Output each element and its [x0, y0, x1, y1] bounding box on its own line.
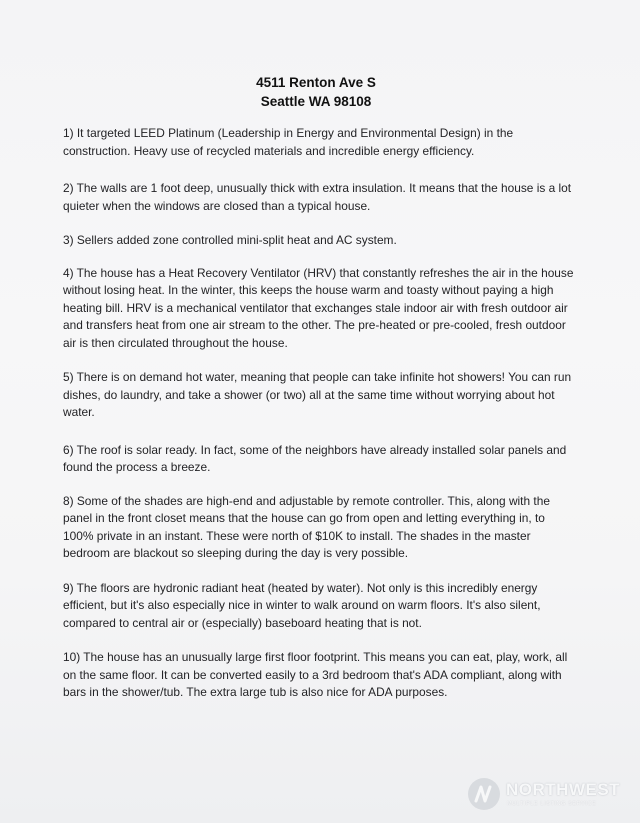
feature-list — [63, 125, 578, 722]
feature-item-9: 9) The floors are hydronic radiant heat (heated by water). Not only is this incredibly energy efficient, but it's also especially nice in winter to walk around on warm floors. It's also silent, compared to central air or (especially) baseboard heating that is not. — [63, 580, 541, 630]
feature-item-3: 3) Sellers added zone controlled mini-split heat and AC system. — [63, 233, 397, 247]
feature-item-5: 5) There is on demand hot water, meaning that people can take infinite hot showers! You can run dishes, do laundry, and take a shower (or two) all at the same time without worrying about hot water. — [63, 370, 572, 419]
nwmls-watermark — [466, 776, 636, 816]
feature-item-1: 1) It targeted LEED Platinum (Leadership in Energy and Environmental Design) in the construction. Heavy use of recycled materials and incredible energy efficiency. — [63, 126, 514, 158]
feature-item-4: 4) The house has a Heat Recovery Ventilator (HRV) that constantly refreshes the air in the house without losing heat. In the winter, this keeps the house warm and toasty without paying a high heating bill. HRV is a mechanical ventilator that exchanges stale indoor air with fresh outdoor air and transfers heat from one air stream to the other. The pre-heated or pre-cooled, fresh outdoor air is then circulated throughout the house. — [63, 265, 574, 350]
watermark-subtitle: MULTIPLE LISTING SERVICE — [507, 801, 597, 807]
feature-item-6: 6) The roof is solar ready. In fact, some of the neighbors have already installed solar panels and found the process a breeze. — [63, 442, 567, 474]
feature-item-8: 8) Some of the shades are high-end and adjustable by remote controller. This, along with the panel in the front closet means that the house can go from open and letting everything in, to 100% private in an instant. These were north of $10K to install. The shades in the master bedroom are blackout so sleeping during the day is very possible. — [63, 493, 550, 560]
document-header — [0, 73, 632, 111]
feature-item-10: 10) The house has an unusually large first floor footprint. This means you can eat, play, work, all on the same floor. It can be converted easily to a 3rd bedroom that's ADA compliant, along with bars in the shower/tub. The extra large tub is also nice for ADA purposes. — [63, 650, 568, 699]
address-line-2: Seattle WA 98108 — [260, 94, 372, 109]
nwmls-logo-icon — [466, 776, 502, 812]
watermark-name: NORTHWEST — [506, 780, 621, 799]
address-line-1: 4511 Renton Ave S — [256, 75, 376, 90]
feature-item-2: 2) The walls are 1 foot deep, unusually thick with extra insulation. It means that the house is a lot quieter when the windows are closed than a typical house. — [63, 181, 572, 213]
